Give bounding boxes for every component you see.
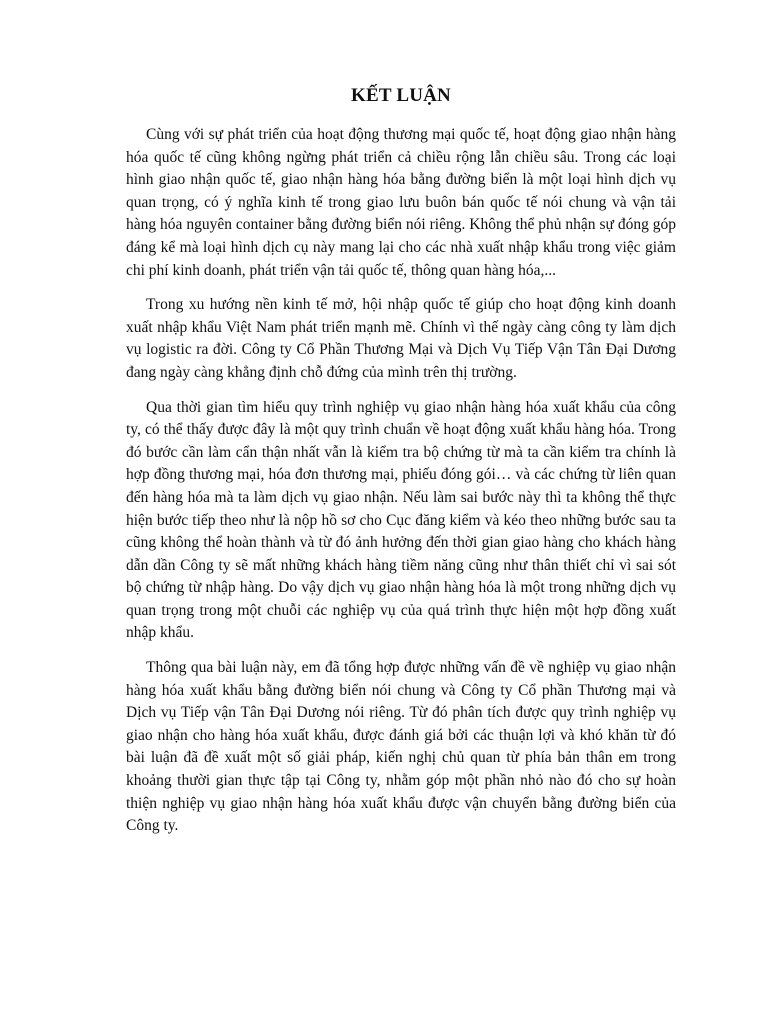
- paragraph-3: Qua thời gian tìm hiểu quy trình nghiệp vụ giao nhận hàng hóa xuất khẩu của công ty, có thể thấy được đây là một quy trình chuẩn về hoạt động xuất khẩu hàng hóa. Trong đó bước cần làm cẩn thận nhất vẫn là kiểm tra bộ chứng từ mà ta cần kiểm tra chính là hợp đồng thương mại, hóa đơn thương mại, phiếu đóng gói… và các chứng từ liên quan đến hàng hóa mà ta làm dịch vụ giao nhận. Nếu làm sai bước này thì ta không thể thực hiện bước tiếp theo như là nộp hồ sơ cho Cục đăng kiểm và kéo theo những bước sau ta cũng không thể hoàn thành và từ đó ảnh hưởng đến thời gian giao hàng cho khách hàng dẫn dần Công ty sẽ mất những khách hàng tiềm năng cũng như thân thiết chỉ vì sai sót bộ chứng từ nhập hàng. Do vậy dịch vụ giao nhận hàng hóa là một trong những dịch vụ quan trọng trong một chuỗi các nghiệp vụ của quá trình thực hiện một hợp đồng xuất nhập khẩu.: [126, 398, 676, 642]
- page-title: KẾT LUẬN: [351, 85, 451, 106]
- paragraph-2: Trong xu hướng nền kinh tế mở, hội nhập quốc tế giúp cho hoạt động kinh doanh xuất nhập khẩu Việt Nam phát triển mạnh mẽ. Chính vì thế ngày càng công ty làm dịch vụ logistic ra đời. Công ty Cổ Phần Thương Mại và Dịch Vụ Tiếp Vận Tân Đại Dương đang ngày càng khẳng định chỗ đứng của mình trên thị trường.: [126, 296, 676, 381]
- document-page: [126, 84, 676, 850]
- paragraph-4: Thông qua bài luận này, em đã tổng hợp được những vấn đề về nghiệp vụ giao nhận hàng hóa xuất khẩu bằng đường biển nói chung và Công ty Cổ phần Thương mại và Dịch vụ Tiếp vận Tân Đại Dương nói riêng. Từ đó phân tích được quy trình nghiệp vụ giao nhận cho hàng hóa xuất khẩu, được đánh giá bởi các thuận lợi và khó khăn từ đó bài luận đã đề xuất một số giải pháp, kiến nghị chủ quan từ phía bản thân em trong khoảng thười gian thực tập tại Công ty, nhằm góp một phần nhỏ nào đó cho sự hoàn thiện nghiệp vụ giao nhận hàng hóa xuất khẩu được vận chuyển bằng đường biển của Công ty.: [126, 659, 676, 835]
- paragraph-1: Cùng với sự phát triển của hoạt động thương mại quốc tế, hoạt động giao nhận hàng hóa quốc tế cũng không ngừng phát triển cả chiều rộng lẫn chiều sâu. Trong các loại hình giao nhận quốc tế, giao nhận hàng hóa bằng đường biển là một loại hình dịch vụ quan trọng, có ý nghĩa kinh tế trong giao lưu buôn bán quốc tế nói chung và vận tải hàng hóa nguyên container bằng đường biển nói riêng. Không thể phủ nhận sự đóng góp đáng kể mà loại hình dịch cụ này mang lại cho các nhà xuất nhập khẩu trong việc giảm chi phí kinh doanh, phát triển vận tải quốc tế, thông quan hàng hóa,...: [126, 126, 676, 279]
